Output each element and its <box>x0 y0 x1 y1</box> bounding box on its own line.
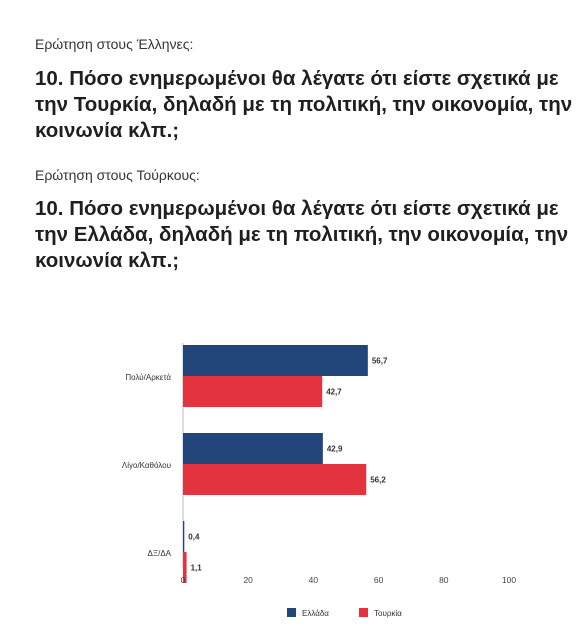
x-tick-label: 100 <box>501 575 517 585</box>
x-tick-label: 40 <box>308 575 319 585</box>
legend-swatch <box>287 608 296 617</box>
legend-swatch <box>359 608 368 617</box>
legend-label: Τουρκία <box>374 609 402 618</box>
x-tick-label: 0 <box>180 575 186 585</box>
data-label: 56,2 <box>370 475 386 485</box>
bar-greece <box>183 433 323 464</box>
question-1-title: 10. Πόσο ενημερωμένοι θα λέγατε ότι είστε σχετικά με την Τουρκία, δηλαδή με τη πολιτική, την οικονομία, την κοινωνία κλπ.; <box>35 67 573 142</box>
category-label: Λίγο/Καθόλου <box>121 461 171 470</box>
category-label: Πολύ/Αρκετά <box>125 373 171 382</box>
data-label: 42,9 <box>326 444 343 454</box>
question-1-label: Ερώτηση στους Έλληνες: <box>35 36 194 52</box>
question-2-label: Ερώτηση στους Τούρκους: <box>35 167 200 183</box>
data-label: 56,7 <box>371 356 388 366</box>
category-label: ΔΞ/ΔΑ <box>147 549 171 558</box>
x-tick-label: 20 <box>243 575 253 585</box>
x-tick-label: 80 <box>439 575 449 585</box>
bar-turkey <box>183 464 366 495</box>
data-label: 0,4 <box>188 532 200 542</box>
data-label: 1,1 <box>190 563 202 573</box>
bar-greece <box>183 345 368 376</box>
data-label: 42,7 <box>326 387 342 397</box>
question-2-title: 10. Πόσο ενημερωμένοι θα λέγατε ότι είστε σχετικά με την Ελλάδα, δηλαδή με τη πολιτική, την οικονομία, την κοινωνία κλπ.; <box>35 197 569 272</box>
bar-turkey <box>183 376 322 407</box>
x-tick-label: 60 <box>373 575 384 585</box>
bar-greece <box>183 521 184 552</box>
legend-label: Ελλάδα <box>302 609 329 618</box>
